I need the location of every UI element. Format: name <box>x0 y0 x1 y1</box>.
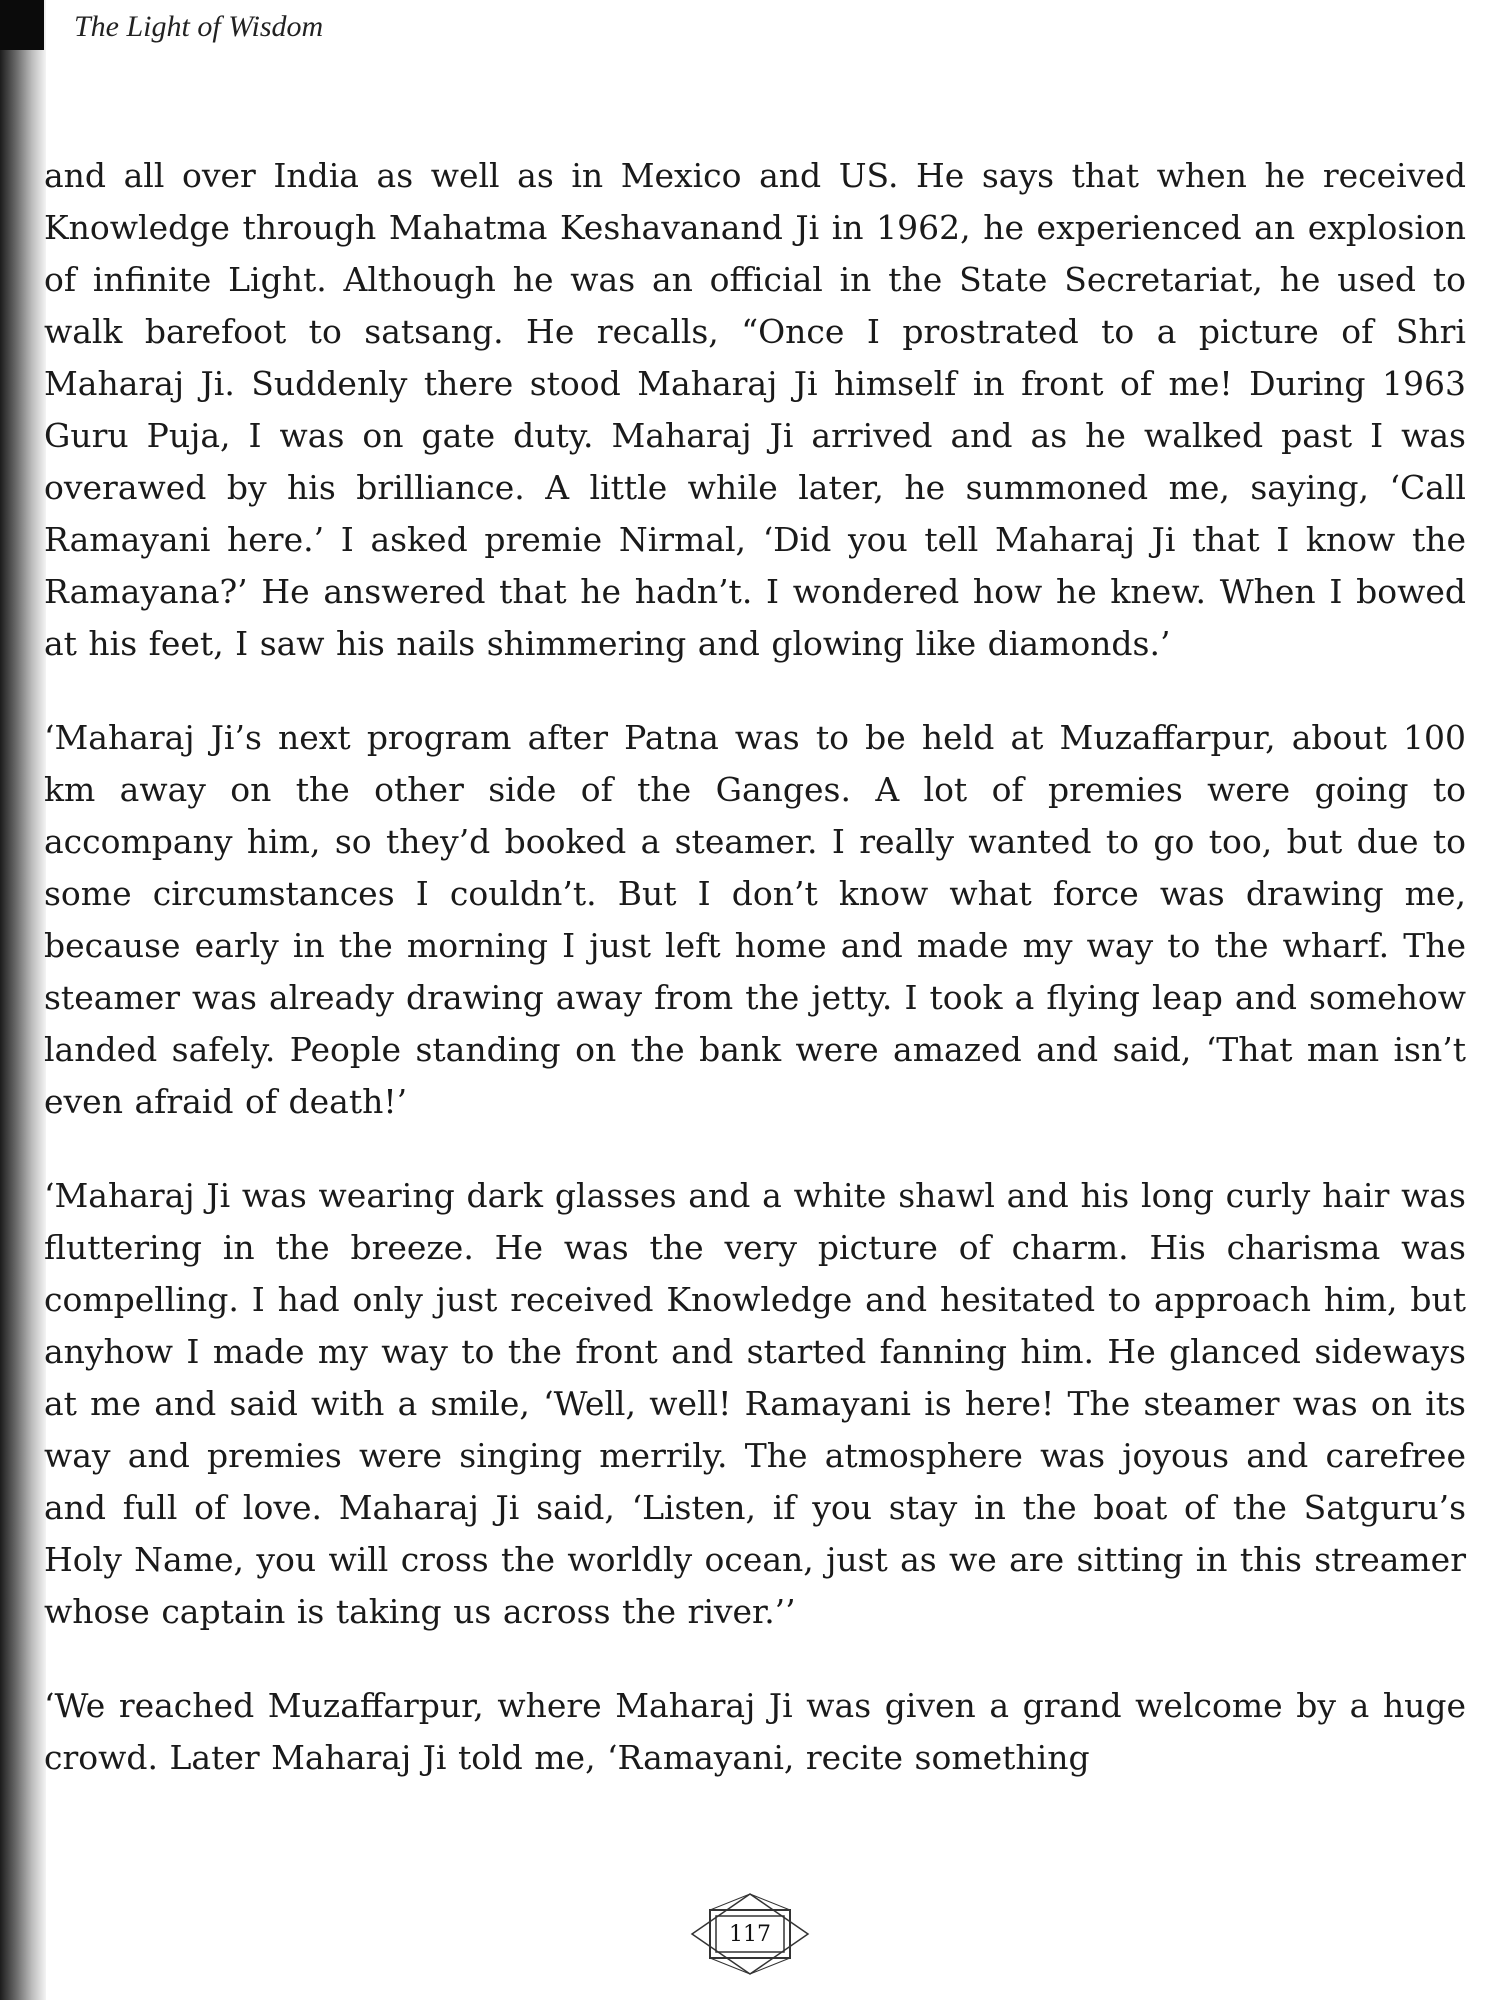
page-number: 117 <box>729 1921 771 1947</box>
body-text <box>44 150 1466 1784</box>
running-header-title: The Light of Wisdom <box>74 10 324 43</box>
book-spine-shadow <box>0 0 46 2000</box>
paragraph: ‘Maharaj Ji’s next program after Patna was to be held at Muzaffarpur, about 100 km away on the other side of the Ganges. A lot of premies were going to accompany him, so they’d booked a steamer. I really wanted to go too, but due to some circumstances I couldn’t. But I don’t know what force was drawing me, because early in the morning I just left home and made my way to the wharf. The steamer was already drawing away from the jetty. I took a flying leap and somehow landed safely. People standing on the bank were amazed and said, ‘That man isn’t even afraid of death!’ <box>44 718 1466 1121</box>
paragraph: ‘Maharaj Ji was wearing dark glasses and a white shawl and his long curly hair was fluttering in the breeze. He was the very picture of charm. His charisma was compelling. I had only just received Knowledge and hesitated to approach him, but anyhow I made my way to the front and started fanning him. He glanced sideways at me and said with a smile, ‘Well, well! Ramayani is here! The steamer was on its way and premies were singing merrily. The atmosphere was joyous and carefree and full of love. Maharaj Ji said, ‘Listen, if you stay in the boat of the Satguru’s Holy Name, you will cross the worldly ocean, just as we are sitting in this streamer whose captain is taking us across the river.’’ <box>44 1176 1466 1631</box>
paragraph: ‘We reached Muzaffarpur, where Maharaj Ji was given a grand welcome by a huge crowd. Later Maharaj Ji told me, ‘Ramayani, recite something <box>44 1686 1466 1777</box>
paragraph: and all over India as well as in Mexico and US. He says that when he received Knowledge through Mahatma Keshavanand Ji in 1962, he experienced an explosion of infinite Light. Although he was an official in the State Secretariat, he used to walk barefoot to satsang. He recalls, “Once I prostrated to a picture of Shri Maharaj Ji. Suddenly there stood Maharaj Ji himself in front of me! During 1963 Guru Puja, I was on gate duty. Maharaj Ji arrived and as he walked past I was overawed by his brilliance. A little while later, he summoned me, saying, ‘Call Ramayani here.’ I asked premie Nirmal, ‘Did you tell Maharaj Ji that I know the Ramayana?’ He answered that he hadn’t. I wondered how he knew. When I bowed at his feet, I saw his nails shimmering and glowing like diamonds.’ <box>44 156 1466 663</box>
page-number-ornament <box>690 1892 810 1976</box>
spine-edge-mark <box>0 0 44 50</box>
